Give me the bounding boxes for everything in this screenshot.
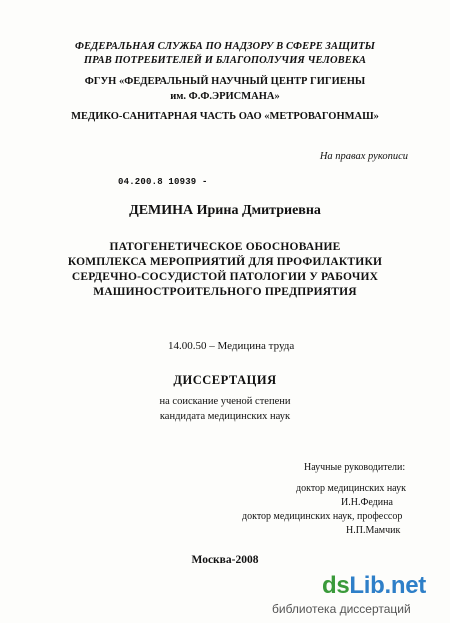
unit-name: МЕДИКО-САНИТАРНАЯ ЧАСТЬ ОАО «МЕТРОВАГОНМАШ» xyxy=(71,111,379,122)
supervisor-1-name: И.Н.Федина xyxy=(341,497,393,508)
institute-line-1: ФГУН «ФЕДЕРАЛЬНЫЙ НАУЧНЫЙ ЦЕНТР ГИГИЕНЫ xyxy=(84,76,366,87)
document-type: ДИССЕРТАЦИЯ xyxy=(173,373,277,387)
supervisor-2-name: Н.П.Мамчик xyxy=(346,525,401,536)
degree-line-2: кандидата медицинских наук xyxy=(159,411,291,422)
dslib-subtitle: библиотека диссертаций xyxy=(272,602,411,616)
dslib-logo: dsLib.net xyxy=(322,572,426,599)
title-line-4: МАШИНОСТРОИТЕЛЬНОГО ПРЕДПРИЯТИЯ xyxy=(93,286,357,298)
specialty: 14.00.50 – Медицина труда xyxy=(168,340,295,352)
supervisor-1-title: доктор медицинских наук xyxy=(296,483,406,494)
title-line-2: КОМПЛЕКСА МЕРОПРИЯТИЙ ДЛЯ ПРОФИЛАКТИКИ xyxy=(67,256,383,268)
dslib-watermark xyxy=(272,570,447,620)
supervisors-heading: Научные руководители: xyxy=(304,462,406,473)
rights-note: На правах рукописи xyxy=(319,151,408,162)
title-line-3: СЕРДЕЧНО-СОСУДИСТОЙ ПАТОЛОГИИ У РАБОЧИХ xyxy=(71,271,379,283)
org-line-1: ФЕДЕРАЛЬНАЯ СЛУЖБА ПО НАДЗОРУ В СФЕРЕ ЗАЩИТЫ xyxy=(74,41,376,52)
author-name: ДЕМИНА Ирина Дмитриевна xyxy=(129,203,321,218)
supervisor-2-title: доктор медицинских наук, профессор xyxy=(242,511,403,522)
registration-number: 04.200.8 10939 - xyxy=(118,177,208,187)
degree-line-1: на соискание ученой степени xyxy=(159,396,291,407)
city-year: Москва-2008 xyxy=(191,554,259,566)
institute-line-2: им. Ф.Ф.ЭРИСМАНА» xyxy=(170,91,280,102)
title-line-1: ПАТОГЕНЕТИЧЕСКОЕ ОБОСНОВАНИЕ xyxy=(109,241,341,253)
org-line-2: ПРАВ ПОТРЕБИТЕЛЕЙ И БЛАГОПОЛУЧИЯ ЧЕЛОВЕКА xyxy=(83,55,367,66)
